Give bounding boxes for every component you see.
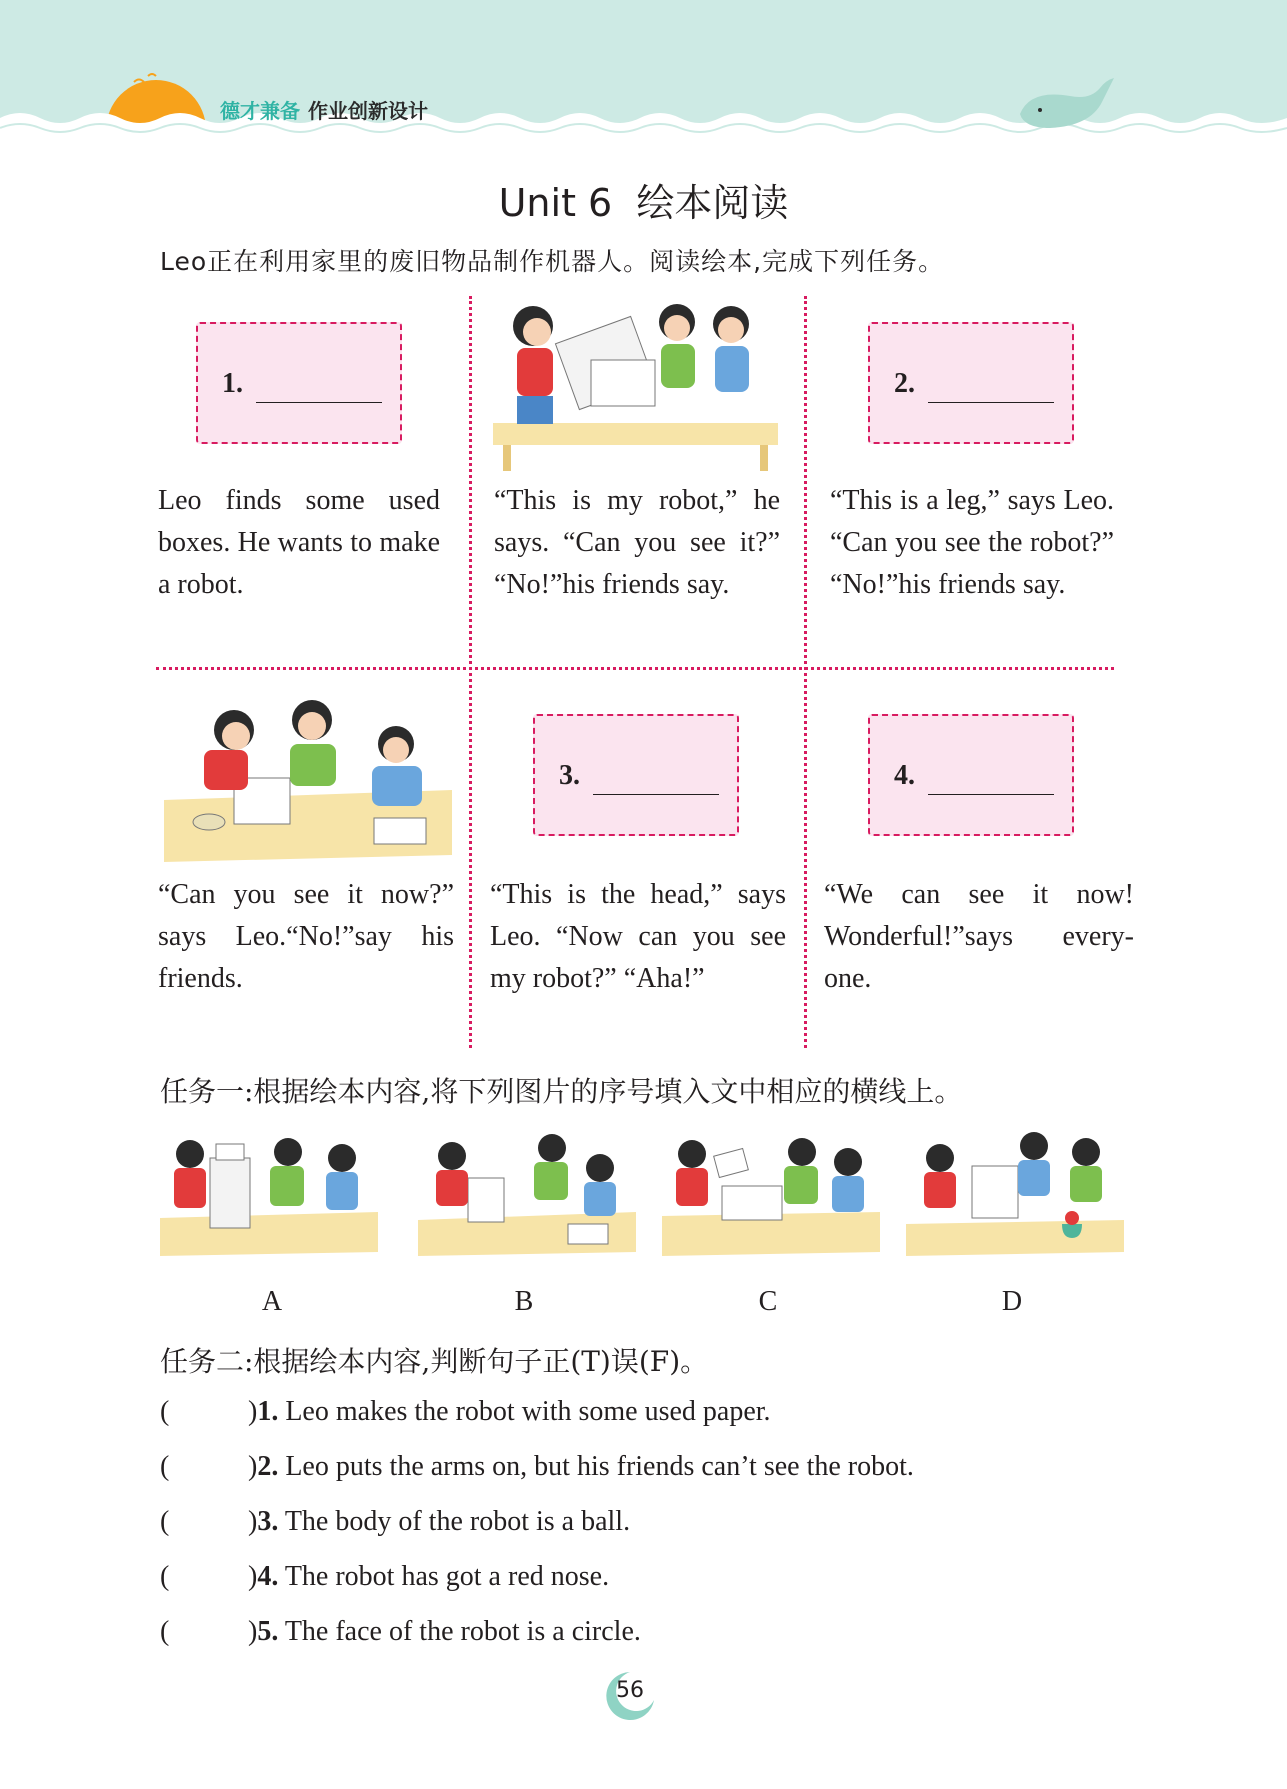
option-illustration (418, 1128, 636, 1260)
intro-instruction: Leo正在利用家里的废旧物品制作机器人。阅读绘本,完成下列任务。 (160, 247, 945, 276)
question-text: Leo puts the arms on, but his friends can’t see the robot. (278, 1451, 914, 1482)
blank-number: 4. (894, 760, 915, 791)
brand-logo-text (220, 95, 428, 124)
tf-question[interactable] (160, 1616, 641, 1648)
answer-underline[interactable] (256, 402, 382, 403)
brand-dark: 作业创新设计 (308, 99, 428, 123)
question-number: 5. (257, 1616, 279, 1647)
task2-heading: 任务二:根据绘本内容,判断句子正(T)误(F)。 (160, 1345, 709, 1378)
page-title: Unit 6 绘本阅读 (498, 181, 789, 225)
answer-paren-close: ) (248, 1561, 258, 1592)
story-text: “This is my robot,” he says. “Can you see it?” “No!”his friends say. (494, 485, 780, 600)
task1-heading: 任务一:根据绘本内容,将下列图片的序号填入文中相应的横线上。 (160, 1075, 963, 1108)
story-text: “We can see it now! Wonderful!”says every-one. (824, 879, 1134, 994)
answer-blank-box[interactable] (868, 322, 1074, 444)
blank-number: 2. (894, 368, 915, 399)
page-number: 56 (616, 1678, 644, 1703)
question-number: 2. (257, 1451, 279, 1482)
option-label: B (514, 1286, 534, 1317)
grid-divider-horizontal (156, 667, 1114, 670)
story-text: “This is a leg,” says Leo. “Can you see the robot?” “No!”his friends say. (830, 485, 1114, 600)
story-illustration (164, 690, 452, 865)
question-number: 3. (257, 1506, 279, 1537)
brand-green: 德才兼备 (220, 99, 300, 123)
answer-paren-open[interactable]: ( (160, 1451, 170, 1482)
answer-paren-close: ) (248, 1506, 258, 1537)
grid-divider-vertical (469, 296, 472, 1048)
answer-underline[interactable] (928, 794, 1054, 795)
option-illustration (662, 1128, 880, 1260)
tf-question[interactable] (160, 1506, 630, 1538)
option-label: D (1001, 1286, 1023, 1317)
answer-blank-box[interactable] (196, 322, 402, 444)
grid-divider-vertical (804, 296, 807, 1048)
question-number: 4. (257, 1561, 279, 1592)
answer-underline[interactable] (928, 402, 1054, 403)
option-illustration (160, 1128, 378, 1260)
question-text: The robot has got a red nose. (278, 1561, 610, 1592)
question-text: The face of the robot is a circle. (278, 1616, 641, 1647)
answer-paren-close: ) (248, 1616, 258, 1647)
answer-underline[interactable] (593, 794, 719, 795)
option-illustration (906, 1128, 1124, 1260)
answer-paren-open[interactable]: ( (160, 1506, 170, 1537)
story-illustration (493, 298, 778, 473)
answer-paren-close: ) (248, 1396, 258, 1427)
tf-question[interactable] (160, 1451, 914, 1483)
story-text: Leo finds some used boxes. He wants to make a robot. (158, 485, 440, 600)
answer-paren-open[interactable]: ( (160, 1561, 170, 1592)
story-text: “Can you see it now?” says Leo.“No!”say his friends. (158, 879, 454, 994)
answer-blank-box[interactable] (868, 714, 1074, 836)
question-number: 1. (257, 1396, 279, 1427)
question-text: Leo makes the robot with some used paper. (278, 1396, 771, 1427)
answer-paren-open[interactable]: ( (160, 1616, 170, 1647)
answer-paren-open[interactable]: ( (160, 1396, 170, 1427)
whale-icon (1010, 74, 1120, 134)
question-text: The body of the robot is a ball. (278, 1506, 631, 1537)
story-text: “This is the head,” says Leo. “Now can you see my robot?” “Aha!” (490, 879, 786, 994)
option-label: C (758, 1286, 778, 1317)
blank-number: 3. (559, 760, 580, 791)
option-label: A (261, 1286, 283, 1317)
answer-paren-close: ) (248, 1451, 258, 1482)
blank-number: 1. (222, 368, 243, 399)
tf-question[interactable] (160, 1561, 609, 1593)
tf-question[interactable] (160, 1396, 771, 1428)
answer-blank-box[interactable] (533, 714, 739, 836)
